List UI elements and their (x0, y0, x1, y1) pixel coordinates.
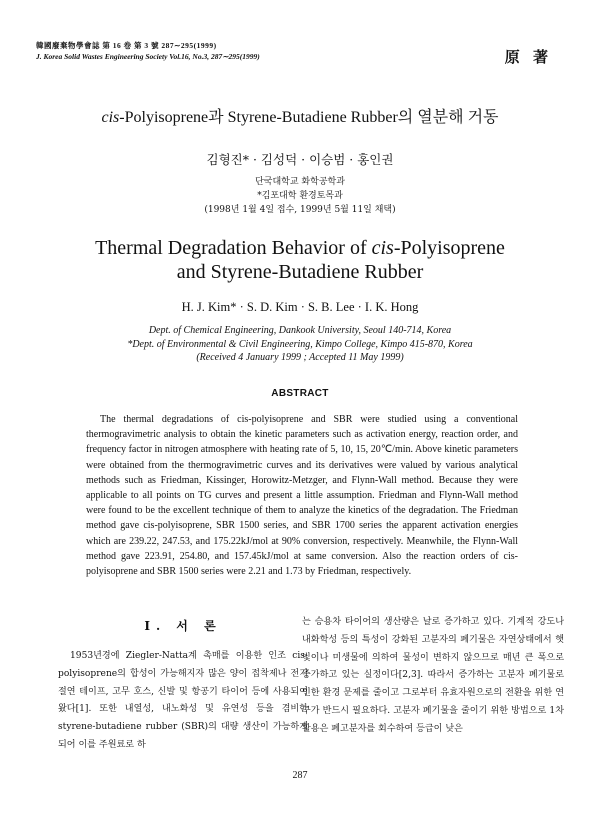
english-title-post: -Polyisoprene (393, 237, 505, 259)
abstract-text: The thermal degradations of cis-polyisoprene and SBR were studied using a conventional thermogravimetric analysis to obtain the kinetic parameters such as activation energy, reaction order, and frequency factor in nitrogen atmosphere with heating rate of 5, 10, 15, 20℃/min. Above kinetic parameters were obtained from the thermogravimetric curves and its derivatives were valued by various analytical methods such as Friedman, Kissinger, Horowitz-Metzger, and Flynn-Wall method. Because they were applicable to all points on TG curves and present a little assumption. Friedman and Flynn-Wall method were found to be the excellent technique of them to analyze the kinetics of the degradation. The Friedman method gave cis-polyisoprene, SBR 1500 series, and SBR 1700 series the apparent activation energies which are 239.22, 247.53, and 175.22kJ/mol at 90% conversion, respectively. Meanwhile, the Flynn-Wall method gave 223.91, 254.80, and 157.45kJ/mol at same conversion. Also the reaction orders of cis-polyisoprene and SBR 1500 series were 2.21 and 1.73 by Friedman, respectively. (86, 414, 518, 578)
journal-header (36, 40, 260, 62)
introduction-text-right: 는 승용차 타이어의 생산량은 날로 증가하고 있다. 기계적 강도나 내화학성 등의 특성이 강화된 고분자의 폐기물은 자연상태에서 햇빛이나 미생물에 의하여 물성이 변하지 않으므로 매년 큰 폭으로 증가하고 있는 실정이다[2,3]. 따라서 증가하는 고분자 폐기물로 인한 환경 문제를 줄이고 그로부터 유효자원으로의 전환을 위한 연구가 반드시 필요하다. 고분자 폐기물을 줄이기 위한 방법으로 1차 활용은 폐고분자를 회수하여 등급이 낮은 (302, 617, 564, 734)
right-column (302, 614, 564, 739)
english-affiliation-1: Dept. of Chemical Engineering, Dankook University, Seoul 140-714, Korea (148, 325, 452, 336)
korean-title-italic: cis (101, 109, 120, 126)
section-heading-introduction: I. 서 론 (144, 619, 222, 633)
journal-citation-english: J. Korea Solid Wastes Engineering Society Vol.16, No.3, 287∼295(1999) (36, 52, 260, 61)
article-type-badge: 原 著 (504, 48, 552, 66)
page-number: 287 (292, 770, 308, 781)
abstract-heading: ABSTRACT (271, 388, 329, 399)
korean-dates: (1998년 1월 4일 접수, 1999년 5월 11일 채택) (204, 205, 396, 215)
korean-affiliations (0, 175, 600, 217)
english-authors: H. J. Kim* · S. D. Kim · S. B. Lee · I. K. Hong (181, 300, 419, 314)
korean-authors: 김형진* · 김성덕 · 이승범 · 홍인권 (206, 152, 394, 167)
korean-title-rest: -Polyisoprene과 Styrene-Butadiene Rubber의 열분해 거동 (119, 109, 499, 126)
english-title-italic: cis (371, 237, 394, 259)
korean-title (0, 104, 600, 127)
korean-affiliation-2: *김포대학 환경토목과 (257, 191, 343, 201)
english-dates: (Received 4 January 1999 ; Accepted 11 May 1999) (196, 352, 404, 363)
korean-affiliation-1: 단국대학교 화학공학과 (255, 177, 345, 187)
english-title-line2: and Styrene-Butadiene Rubber (176, 261, 424, 283)
introduction-text-left: 1953년경에 Ziegler-Natta계 촉매를 이용한 인조 cis-polyisoprene의 합성이 가능해지자 많은 양이 접착제나 전기 절연 테이프, 고무 호스, 신발 및 항공기 타이어 등에 사용되어 왔다[1]. 또한 내열성, 내노화성 및 유연성 등을 겸비한 styrene-butadiene rubber (SBR)의 대량 생산이 가능하게 되어 이를 주원료로 하 (58, 651, 308, 750)
english-affiliations (0, 324, 600, 365)
english-title (0, 236, 600, 284)
english-title-pre: Thermal Degradation Behavior of (95, 237, 372, 259)
english-affiliation-2: *Dept. of Environmental & Civil Engineering, Kimpo College, Kimpo 415-870, Korea (127, 338, 473, 350)
left-column (58, 618, 308, 755)
journal-citation-korean: 韓國廢棄物學會誌 第 16 卷 第 3 號 287∼295(1999) (36, 41, 217, 50)
